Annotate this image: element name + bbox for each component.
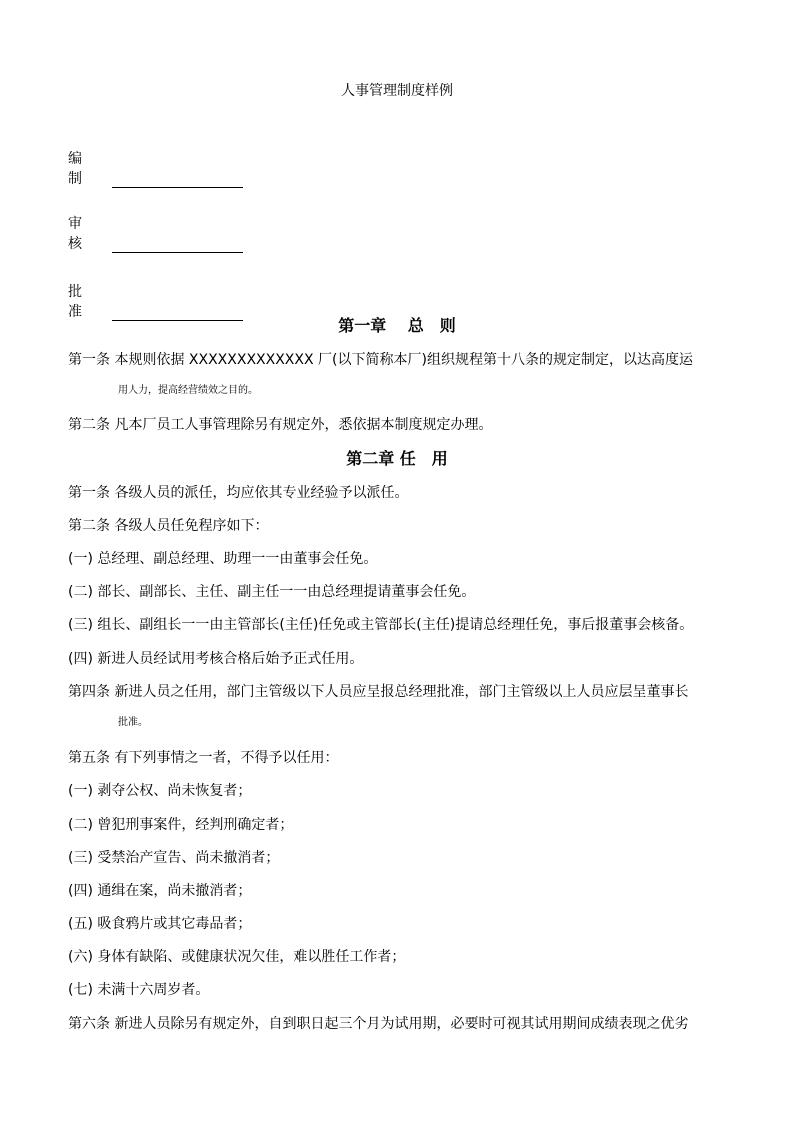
signature-line <box>112 236 243 253</box>
article-line: 第六条 新进人员除另有规定外，自到职日起三个月为试用期，必要时可视其试用期间成绩表现之优劣 <box>68 1016 689 1032</box>
signature-row-compile <box>68 148 243 188</box>
article-line: (七) 未满十六周岁者。 <box>68 982 210 998</box>
signature-label: 批 准 <box>68 284 90 320</box>
article-line: (三) 受禁治产宣告、尚未撤消者； <box>68 850 280 866</box>
article-line: (一) 剥夺公权、尚未恢复者； <box>68 783 252 799</box>
article-line: 用人力，提高经营绩效之目的。 <box>118 385 258 396</box>
chapter-heading: 第一章 总 则 <box>338 316 456 335</box>
signature-label: 审 核 <box>68 216 90 252</box>
article-line: (四) 通缉在案，尚未撤消者； <box>68 883 252 899</box>
article-line: 第四条 新进人员之任用，部门主管级以下人员应呈报总经理批准，部门主管级以上人员应层呈董事长 <box>68 684 689 700</box>
article-line: 第二条 凡本厂员工人事管理除另有规定外，悉依据本制度规定办理。 <box>68 417 493 433</box>
document-title: 人事管理制度样例 <box>341 83 453 99</box>
signature-label: 编 制 <box>68 151 90 187</box>
article-line: 第二条 各级人员任免程序如下： <box>68 518 269 534</box>
article-line: (一) 总经理、副总经理、助理一一由董事会任免。 <box>68 551 378 567</box>
article-line: (五) 吸食鸦片或其它毒品者； <box>68 916 252 932</box>
signature-line <box>112 171 243 188</box>
article-line: 第五条 有下列事情之一者，不得予以任用： <box>68 750 339 766</box>
article-line: (二) 曾犯刑事案件，经判刑确定者； <box>68 817 294 833</box>
article-line: (三) 组长、副组长一一由主管部长(主任)任免或主管部长(主任)提请总经理任免，事后报董事会核备。 <box>68 617 694 633</box>
signature-row-review <box>68 213 243 253</box>
article-line: (二) 部长、副部长、主任、副主任一一由总经理提请董事会任免。 <box>68 584 476 600</box>
article-line: 批准。 <box>118 717 148 728</box>
article-line: 第一条 本规则依据 XXXXXXXXXXXXX 厂(以下简称本厂)组织规程第十八条的规定制定，以达高度运 <box>68 352 693 368</box>
chapter-heading: 第二章 任 用 <box>346 449 448 468</box>
article-line: 第一条 各级人员的派任，均应依其专业经验予以派任。 <box>68 485 409 501</box>
article-line: (六) 身体有缺陷、或健康状况欠佳，难以胜任工作者； <box>68 949 406 965</box>
article-line: (四) 新进人员经试用考核合格后始予正式任用。 <box>68 651 364 667</box>
